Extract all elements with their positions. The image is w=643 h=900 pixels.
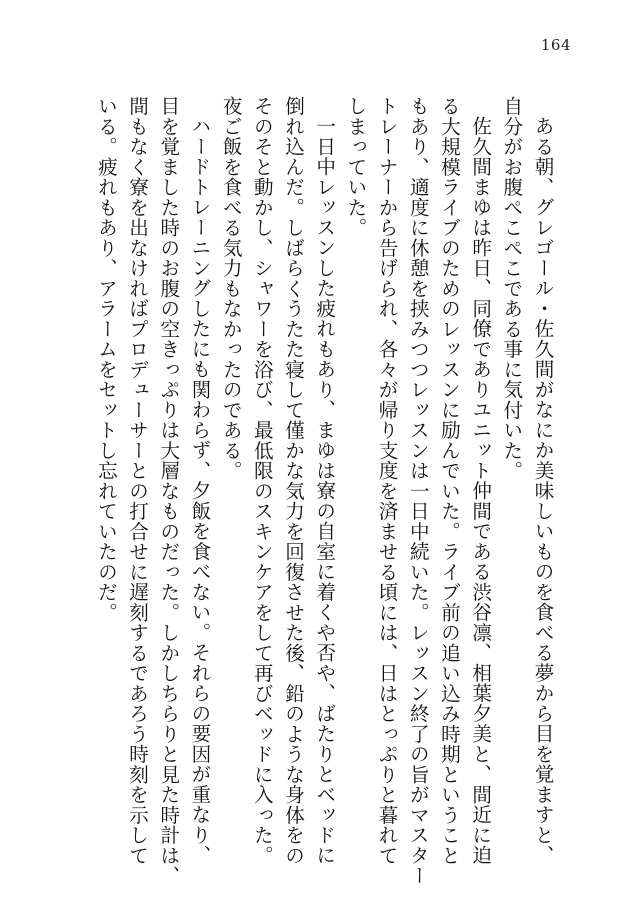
text-line: 目を覚ました時のお腹の空きっぷりは大層なものだった。しかしちらりと見た時計は、 [156, 96, 180, 886]
text-line: 夜ご飯を食べる気力もなかったのである。 [219, 96, 243, 481]
text-line: しまっていた。 [343, 96, 367, 238]
text-line: 間もなく寮を出なければプロデューサーとの打合せに遅刻するであろう時刻を示して [125, 96, 149, 866]
text-line: 一日中レッスンした疲れもあり、まゆは寮の自室に着くや否や、ばたりとベッドに [312, 116, 336, 866]
text-line: ハードトレーニングしたにも関わらず、夕飯を食べない。それらの要因が重なり、 [187, 116, 211, 866]
vertical-text-body [93, 96, 555, 886]
page-number: 164 [540, 36, 571, 54]
text-line: 倒れ込んだ。しばらくうたた寝して僅かな気力を回復させた後、鉛のような身体をの [281, 96, 305, 866]
text-line: る大規模ライブのためのレッスンに励んでいた。ライブ前の追い込み時期ということ [437, 96, 461, 866]
text-line: もあり、適度に休憩を挟みつつレッスンは一日中続いた。レッスン終了の旨がマスター [406, 96, 430, 886]
text-line: いる。疲れもあり、アラームをセットし忘れていたのだ。 [94, 96, 118, 623]
text-line: 佐久間まゆは昨日、同僚でありユニット仲間である渋谷凛、相葉夕美と、間近に迫 [468, 116, 492, 866]
text-line: そのそと動かし、シャワーを浴び、最低限のスキンケアをして再びベッドに入った。 [250, 96, 274, 866]
text-line: 自分がお腹ぺこぺこである事に気付いた。 [499, 96, 523, 481]
text-line: トレーナーから告げられ、各々が帰り支度を済ませる頃には、日はとっぷりと暮れて [375, 96, 399, 866]
text-line: ある朝、グレゴール・佐久間がなにか美味しいものを食べる夢から目を覚ますと、 [531, 116, 554, 866]
